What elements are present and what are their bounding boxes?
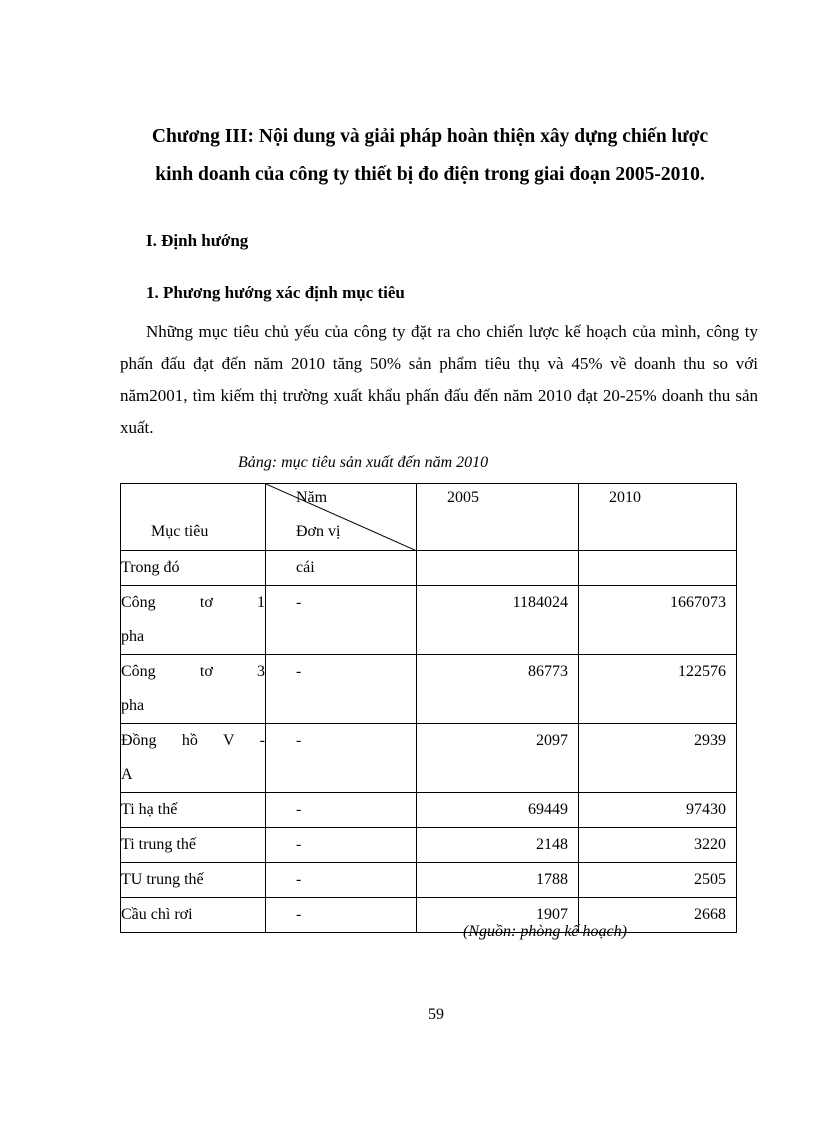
value-2010-cell xyxy=(579,586,737,655)
table-header-row xyxy=(121,484,737,551)
value-2010: 122576 xyxy=(678,663,726,680)
unit-cell xyxy=(266,551,417,586)
section-heading: I. Định hướng xyxy=(146,231,249,250)
table-caption: Bảng: mục tiêu sản xuất đến năm 2010 xyxy=(238,454,489,471)
goal-name-line-1: Công tơ 3 xyxy=(121,663,265,680)
goal-cell xyxy=(121,828,266,863)
value-2010: 97430 xyxy=(686,801,726,818)
chapter-title-line-2: kinh doanh của công ty thiết bị đo điện trong giai đoạn 2005-2010. xyxy=(155,164,705,185)
unit-cell xyxy=(266,828,417,863)
value-2005-cell xyxy=(417,724,579,793)
unit-cell xyxy=(266,586,417,655)
value-2005: 2097 xyxy=(536,732,568,749)
goal-cell xyxy=(121,586,266,655)
value-2010: 3220 xyxy=(694,836,726,853)
goal-cell xyxy=(121,724,266,793)
table-row xyxy=(121,793,737,828)
goal-name-line-1: Đồng hồ V - xyxy=(121,732,265,749)
table-row xyxy=(121,828,737,863)
header-cell-goal xyxy=(121,484,266,551)
header-unit-label: Đơn vị xyxy=(296,523,341,540)
unit-value: - xyxy=(296,836,302,853)
goal-name: Trong đó xyxy=(121,559,180,576)
value-2005-cell xyxy=(417,586,579,655)
value-2005-cell xyxy=(417,828,579,863)
goal-name: TU trung thế xyxy=(121,871,204,888)
unit-cell xyxy=(266,898,417,933)
table-row xyxy=(121,586,737,655)
unit-value: - xyxy=(296,594,302,611)
value-2010-cell xyxy=(579,551,737,586)
unit-cell xyxy=(266,724,417,793)
chapter-title xyxy=(110,118,750,194)
header-cell-2005 xyxy=(417,484,579,551)
header-year-2005: 2005 xyxy=(447,489,479,506)
unit-value: - xyxy=(296,906,302,923)
body-paragraph: Những mục tiêu chủ yếu của công ty đặt ra cho chiến lược kế hoạch của mình, công ty phấn đấu đạt đến năm 2010 tăng 50% sản phẩm tiêu thụ và 45% về doanh thu so với năm2001, tìm kiếm thị trường xuất khẩu phấn đấu đến năm 2010 đạt 20-25% doanh thu sản xuất. xyxy=(120,322,758,437)
subsection-heading: 1. Phương hướng xác định mục tiêu xyxy=(146,283,405,302)
goal-name: Ti trung thế xyxy=(121,836,196,853)
value-2010: 2939 xyxy=(694,732,726,749)
header-year-2010: 2010 xyxy=(609,489,641,506)
unit-value: - xyxy=(296,663,302,680)
value-2010: 2668 xyxy=(694,906,726,923)
header-year-label: Năm xyxy=(296,489,328,506)
table-row xyxy=(121,655,737,724)
header-goal-label: Mục tiêu xyxy=(151,523,209,540)
goal-name-line-2: pha xyxy=(121,628,145,645)
value-2005: 1907 xyxy=(536,906,568,923)
unit-value: cái xyxy=(296,559,315,576)
goal-name-line-2: A xyxy=(121,766,133,783)
header-cell-2010 xyxy=(579,484,737,551)
value-2005: 86773 xyxy=(528,663,568,680)
value-2005-cell xyxy=(417,863,579,898)
value-2010-cell xyxy=(579,655,737,724)
goal-cell xyxy=(121,793,266,828)
page-number: 59 xyxy=(428,1006,444,1023)
goal-name-line-1: Công tơ 1 xyxy=(121,594,265,611)
header-cell-diagonal xyxy=(266,484,417,551)
value-2010-cell xyxy=(579,863,737,898)
unit-cell xyxy=(266,863,417,898)
goal-name-line-2: pha xyxy=(121,697,145,714)
unit-cell xyxy=(266,655,417,724)
unit-value: - xyxy=(296,871,302,888)
value-2005-cell xyxy=(417,793,579,828)
value-2005: 1184024 xyxy=(512,594,568,611)
value-2005-cell xyxy=(417,655,579,724)
table-row xyxy=(121,551,737,586)
value-2010: 1667073 xyxy=(670,594,726,611)
table-source-note: (Nguồn: phòng kế hoạch) xyxy=(463,923,627,940)
value-2010-cell xyxy=(579,828,737,863)
unit-value: - xyxy=(296,732,302,749)
value-2010: 2505 xyxy=(694,871,726,888)
goal-name: Ti hạ thế xyxy=(121,801,178,818)
value-2005: 2148 xyxy=(536,836,568,853)
unit-value: - xyxy=(296,801,302,818)
goal-cell xyxy=(121,898,266,933)
table-row xyxy=(121,724,737,793)
table-row xyxy=(121,863,737,898)
value-2010-cell xyxy=(579,793,737,828)
goal-name: Cầu chì rơi xyxy=(121,906,193,923)
value-2005-cell xyxy=(417,551,579,586)
value-2010-cell xyxy=(579,724,737,793)
production-targets-table xyxy=(120,483,737,933)
diagonal-divider xyxy=(266,484,417,551)
unit-cell xyxy=(266,793,417,828)
goal-cell xyxy=(121,551,266,586)
chapter-title-line-1: Chương III: Nội dung và giải pháp hoàn thiện xây dựng chiến lược xyxy=(151,126,709,147)
goal-cell xyxy=(121,863,266,898)
value-2005: 1788 xyxy=(536,871,568,888)
value-2005: 69449 xyxy=(528,801,568,818)
goal-cell xyxy=(121,655,266,724)
table-row xyxy=(121,898,737,933)
